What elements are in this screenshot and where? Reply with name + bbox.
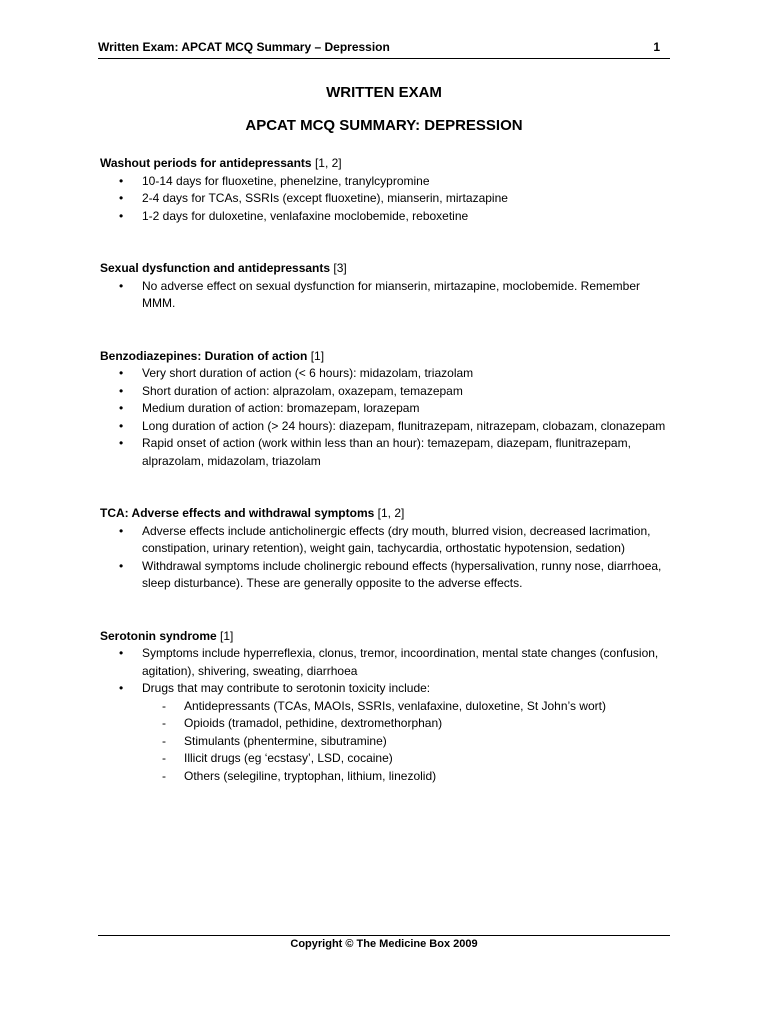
page-number: 1 bbox=[653, 40, 660, 54]
section-heading bbox=[100, 505, 670, 523]
bullet-list bbox=[100, 278, 670, 313]
sub-list-item: - Stimulants (phentermine, sibutramine) bbox=[142, 733, 670, 751]
document-title: WRITTEN EXAM bbox=[326, 84, 442, 101]
list-item: • 1-2 days for duloxetine, venlafaxine moclobemide, reboxetine bbox=[100, 208, 670, 226]
section-tca bbox=[100, 505, 670, 593]
section-heading bbox=[100, 348, 670, 366]
list-item: • Medium duration of action: bromazepam, lorazepam bbox=[100, 400, 670, 418]
page-footer bbox=[98, 935, 670, 950]
heading-text: Washout periods for antidepressants bbox=[100, 156, 312, 170]
bullet-list bbox=[100, 173, 670, 226]
section-heading bbox=[100, 155, 670, 173]
list-item: • Long duration of action (> 24 hours): diazepam, flunitrazepam, nitrazepam, clobazam, clonazepam bbox=[100, 418, 670, 436]
list-item bbox=[100, 680, 670, 785]
copyright-text: Copyright © The Medicine Box 2009 bbox=[290, 938, 478, 950]
list-item: • Withdrawal symptoms include cholinergic rebound effects (hypersalivation, runny nose, diarrhoea, sleep disturbance). These are generally opposite to the adverse effects. bbox=[100, 558, 670, 593]
reference: [1, 2] bbox=[314, 156, 342, 170]
bullet-list bbox=[100, 365, 670, 470]
reference: [1] bbox=[220, 628, 234, 643]
section-washout bbox=[100, 155, 670, 225]
reference: [3] bbox=[333, 261, 347, 275]
page-header bbox=[98, 40, 670, 59]
list-item: • No adverse effect on sexual dysfunction for mianserin, mirtazapine, moclobemide. Remember MMM. bbox=[100, 278, 670, 313]
sub-list-item: - Opioids (tramadol, pethidine, dextromethorphan) bbox=[142, 715, 670, 733]
section-serotonin-syndrome bbox=[100, 628, 670, 786]
heading-text: Serotonin syndrome bbox=[100, 628, 217, 643]
list-item: • 10-14 days for fluoxetine, phenelzine, tranylcypromine bbox=[100, 173, 670, 191]
sub-list-item: - Illicit drugs (eg ‘ecstasy’, LSD, cocaine) bbox=[142, 750, 670, 768]
sub-list bbox=[142, 698, 670, 786]
section-benzodiazepines bbox=[100, 348, 670, 471]
list-item: • Very short duration of action (< 6 hours): midazolam, triazolam bbox=[100, 365, 670, 383]
reference: [1, 2] bbox=[377, 506, 405, 520]
list-item: • Adverse effects include anticholinergic effects (dry mouth, blurred vision, decreased lacrimation, constipation, urinary retention), weight gain, tachycardia, orthostatic hypotension, sedation) bbox=[100, 523, 670, 558]
section-sexual-dysfunction bbox=[100, 260, 670, 313]
list-item: • 2-4 days for TCAs, SSRIs (except fluoxetine), mianserin, mirtazapine bbox=[100, 190, 670, 208]
bullet-list bbox=[100, 523, 670, 593]
sub-list-item: - Others (selegiline, tryptophan, lithium, linezolid) bbox=[142, 768, 670, 786]
list-item: • Rapid onset of action (work within less than an hour): temazepam, diazepam, flunitrazepam, alprazolam, midazolam, triazolam bbox=[100, 435, 670, 470]
list-item: • Short duration of action: alprazolam, oxazepam, temazepam bbox=[100, 383, 670, 401]
header-title: Written Exam: APCAT MCQ Summary – Depression bbox=[98, 40, 390, 54]
heading-text: Sexual dysfunction and antidepressants bbox=[100, 261, 331, 275]
section-heading bbox=[100, 628, 670, 646]
list-item-text: Drugs that may contribute to serotonin toxicity include: bbox=[142, 681, 431, 695]
bullet-list bbox=[100, 645, 670, 785]
heading-text: Benzodiazepines: Duration of action bbox=[100, 348, 308, 363]
heading-text: TCA: Adverse effects and withdrawal symptoms bbox=[100, 506, 375, 520]
document-body bbox=[100, 155, 670, 820]
reference: [1] bbox=[310, 348, 325, 363]
section-heading bbox=[100, 260, 670, 278]
list-item: • Symptoms include hyperreflexia, clonus, tremor, incoordination, mental state changes (confusion, agitation), shivering, sweating, diarrhoea bbox=[100, 645, 670, 680]
document-subtitle: APCAT MCQ SUMMARY: DEPRESSION bbox=[245, 117, 523, 134]
sub-list-item: - Antidepressants (TCAs, MAOIs, SSRIs, venlafaxine, duloxetine, St John’s wort) bbox=[142, 698, 670, 716]
